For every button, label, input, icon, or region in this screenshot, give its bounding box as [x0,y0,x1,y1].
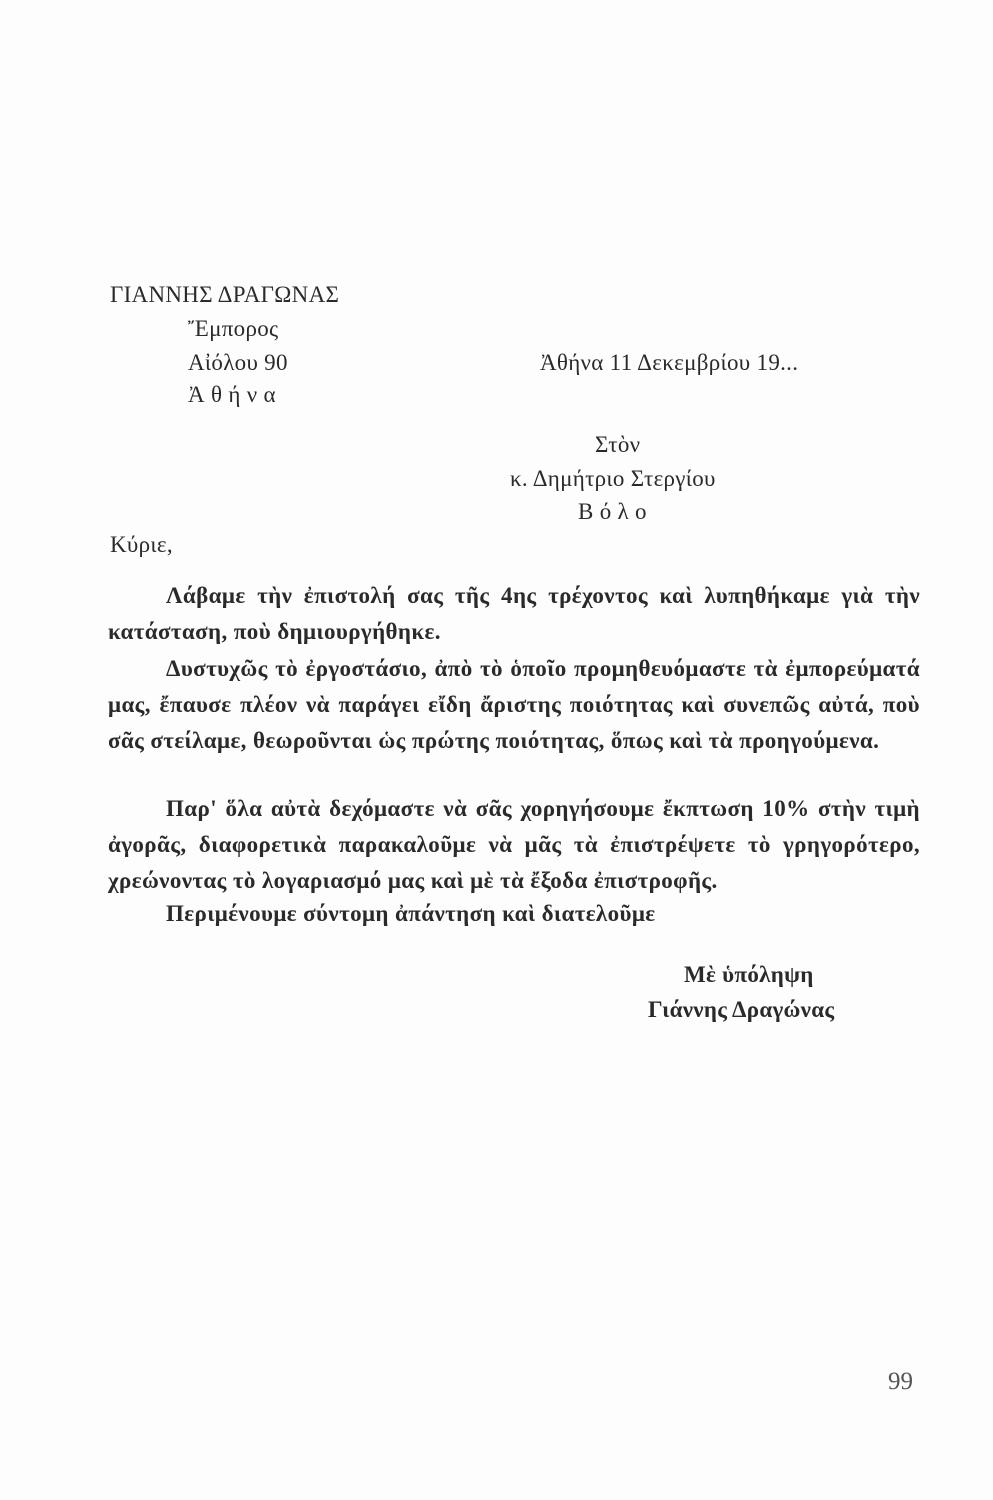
sender-city: Ἀ θ ή ν α [188,382,276,407]
body-paragraph-3: Παρ' ὅλα αὐτὰ δεχόμαστε νὰ σᾶς χορηγήσουμε ἔκπτωση 10% στὴν τιμὴ ἀγορᾶς, διαφορετικὰ παρακαλοῦμε νὰ μᾶς τὰ ἐπιστρέψετε τὸ γρηγορότερο, χρεώνοντας τὸ λογαριασμό μας καὶ μὲ τὰ ἔξοδα ἐπιστροφῆς. [108,796,920,893]
signature: Γιάννης Δραγώνας [648,997,835,1022]
body-paragraph-4: Περιμένουμε σύντομη ἀπάντηση καὶ διατελοῦμε [166,901,656,926]
body-paragraph-1: Λάβαμε τὴν ἐπιστολή σας τῆς 4ης τρέχοντος καὶ λυπηθήκαμε γιὰ τὴν κατάσταση, ποὺ δημιουργήθηκε. [108,583,920,644]
body-paragraph-2: Δυστυχῶς τὸ ἐργοστάσιο, ἀπὸ τὸ ὁποῖο προμηθευόμαστε τὰ ἐμπορεύματά μας, ἔπαυσε πλέον νὰ παράγει εἴδη ἄριστης ποιότητας καὶ συνεπῶς αὐτά, ποὺ σᾶς στείλαμε, θεωροῦνται ὡς πρώτης ποιότητας, ὅπως καὶ τὰ προηγούμενα. [108,656,920,753]
closing-phrase: Μὲ ὑπόληψη [684,962,814,987]
letter-date: Ἀθήνα 11 Δεκεμβρίου 19... [540,350,799,375]
sender-name: ΓΙΑΝΝΗΣ ΔΡΑΓΩΝΑΣ [110,282,340,307]
recipient-prefix: Στὸν [595,432,641,457]
salutation: Κύριε, [110,532,173,557]
recipient-city: Β ό λ ο [578,499,647,524]
sender-street: Αἰόλου 90 [188,350,288,375]
sender-occupation: Ἔμπορος [188,316,279,341]
page-number: 99 [888,1368,913,1395]
recipient-name: κ. Δημήτριο Στεργίου [510,466,716,491]
